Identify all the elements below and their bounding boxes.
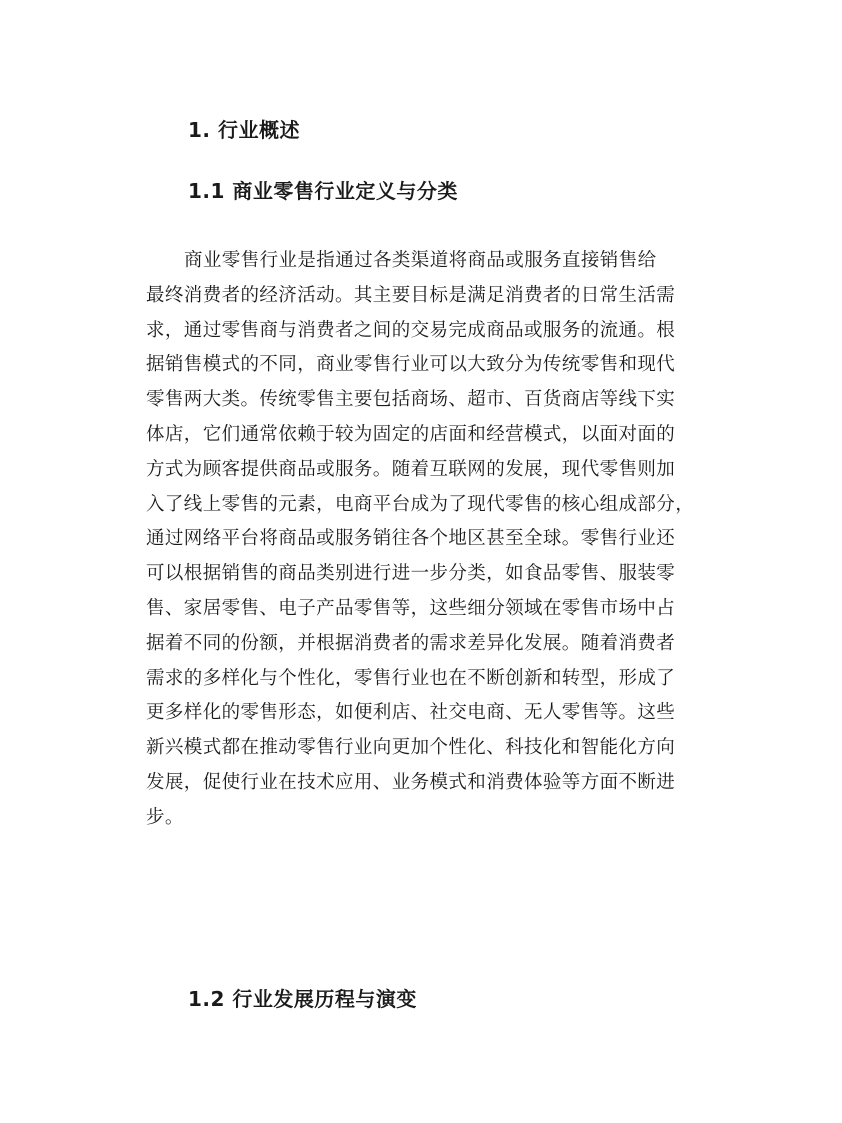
paragraph-line: 最终消费者的经济活动。其主要目标是满足消费者的日常生活需	[146, 284, 676, 306]
paragraph-line: 据销售模式的不同，商业零售行业可以大致分为传统零售和现代	[146, 354, 676, 376]
paragraph-line: 体店，它们通常依赖于较为固定的店面和经营模式，以面对面的	[146, 423, 676, 445]
paragraph-line: 零售两大类。传统零售主要包括商场、超市、百货商店等线下实	[146, 389, 676, 411]
paragraph-line: 入了线上零售的元素，电商平台成为了现代零售的核心组成部分，	[146, 493, 695, 515]
paragraph-line: 商业零售行业是指通过各类渠道将商品或服务直接销售给	[184, 250, 657, 271]
paragraph-line: 新兴模式都在推动零售行业向更加个性化、科技化和智能化方向	[146, 737, 676, 759]
paragraph-line: 据着不同的份额，并根据消费者的需求差异化发展。随着消费者	[146, 632, 676, 654]
paragraph-line: 更多样化的零售形态，如便利店、社交电商、无人零售等。这些	[146, 702, 676, 724]
body-paragraph	[146, 244, 702, 836]
subsection-heading-1-2: 1.2 行业发展历程与演变	[188, 987, 417, 1011]
paragraph-line: 求，通过零售商与消费者之间的交易完成商品或服务的流通。根	[146, 319, 676, 341]
section-heading: 1. 行业概述	[188, 118, 300, 142]
paragraph-line: 可以根据销售的商品类别进行进一步分类，如食品零售、服装零	[146, 563, 676, 585]
paragraph-line: 发展，促使行业在技术应用、业务模式和消费体验等方面不断进	[146, 771, 676, 793]
paragraph-line: 售、家居零售、电子产品零售等，这些细分领域在零售市场中占	[146, 597, 676, 619]
paragraph-line: 需求的多样化与个性化，零售行业也在不断创新和转型，形成了	[146, 667, 676, 689]
subsection-heading-1-1: 1.1 商业零售行业定义与分类	[188, 179, 458, 203]
paragraph-line: 步。	[146, 806, 184, 828]
paragraph-line: 方式为顾客提供商品或服务。随着互联网的发展，现代零售则加	[146, 458, 676, 480]
paragraph-line: 通过网络平台将商品或服务销往各个地区甚至全球。零售行业还	[146, 528, 676, 550]
